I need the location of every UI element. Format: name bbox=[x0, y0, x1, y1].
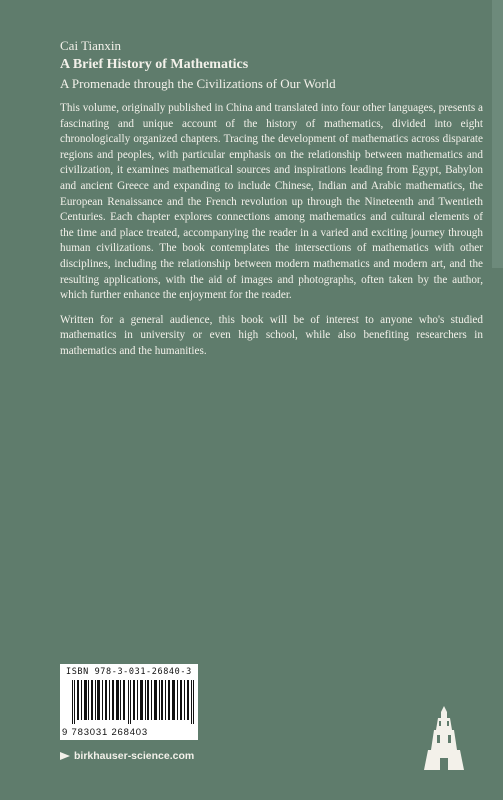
author-name: Cai Tianxin bbox=[60, 38, 122, 53]
book-title: A Brief History of Mathematics bbox=[60, 57, 249, 72]
isbn-barcode bbox=[60, 664, 198, 740]
publisher-url: birkhauser-science.com bbox=[74, 750, 195, 762]
barcode-digits: 9 783031 268403 bbox=[62, 727, 148, 738]
cover-edge-band bbox=[492, 0, 503, 268]
birkhauser-tower-logo-icon bbox=[424, 706, 464, 770]
book-header bbox=[60, 38, 480, 92]
isbn-label: ISBN 978-3-031-26840-3 bbox=[66, 667, 192, 677]
book-subtitle: A Promenade through the Civilizations of Our World bbox=[60, 76, 336, 91]
publisher-link[interactable] bbox=[60, 750, 194, 762]
book-description bbox=[60, 101, 483, 369]
barcode-bars bbox=[72, 680, 194, 724]
description-paragraph-2: Written for a general audience, this book will be of interest to anyone who's studied mathematics in university or even high school, while also benefiting researchers in mathematics and the humanities. bbox=[60, 313, 483, 357]
description-paragraph-1: This volume, originally published in China and translated into four other languages, presents a fascinating and unique account of the history of mathematics, divided into eight chronologically organized chapters. Tracing the development of mathematics across disparate regions and peoples, with particular emphasis on the relationship between mathematics and civilization, it examines mathematical sources and inspirations leading from Egypt, Babylon and ancient Greece and expanding to include Chinese, Indian and Arabic mathematics, the European Renaissance and the French revolution up through the Nineteenth and Twentieth Centuries. Each chapter explores connections among mathematics and cultural elements of the time and place treated, accompanying the reader in a varied and exciting journey through human civilizations. The book contemplates the intersections of mathematics with other disciplines, including the relationship between modern mathematics and modern art, and the resulting applications, with the aid of images and photographs, often taken by the author, which further enhance the enjoyment for the reader. bbox=[60, 102, 483, 302]
right-arrow-icon bbox=[60, 751, 70, 761]
